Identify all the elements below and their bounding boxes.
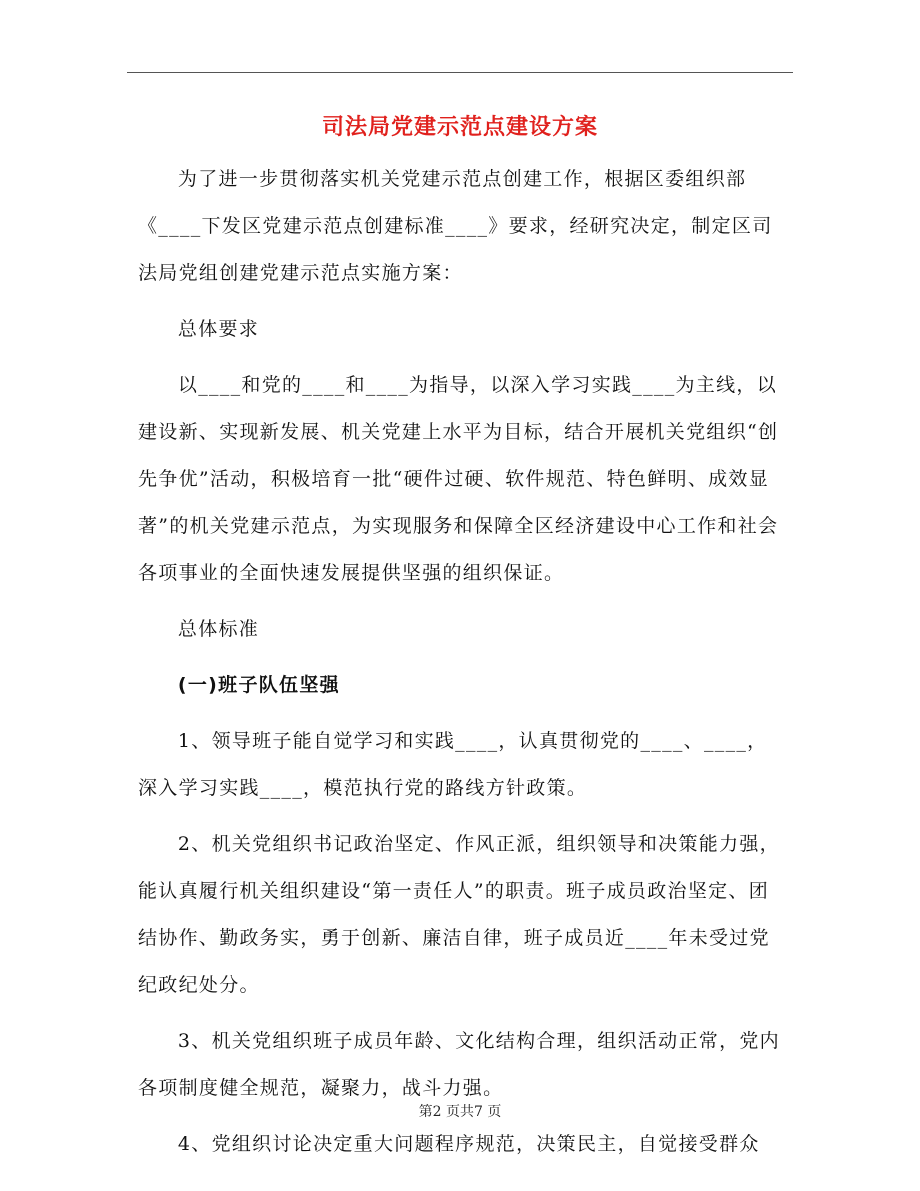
paragraph-requirements: 以____和党的____和____为指导，以深入学习实践____为主线，以建设新、实现新发展、机关党建上水平为目标，结合开展机关党组织“创先争优”活动，积极培育一批“硬件过硬、软件规范、特色鲜明、成效显著”的机关党建示范点，为实现服务和保障全区经济建设中心工作和社会各项事业的全面快速发展提供坚强的组织保证。 [138,374,779,584]
subsection-heading: (一)班子队伍坚强 [177,674,340,696]
list-item-1: 1、领导班子能自觉学习和实践____，认真贯彻党的____、____，深入学习实践____，模范执行党的路线方针政策。 [138,730,768,799]
section-label-requirements: 总体要求 [177,318,260,340]
page-number: 第2 页共7 页 [418,1104,502,1120]
list-item-3: 3、机关党组织班子成员年龄、文化结构合理，组织活动正常，党内各项制度健全规范，凝聚力，战斗力强。 [138,1030,780,1099]
document-body [138,156,784,1177]
paragraph-intro: 为了进一步贯彻落实机关党建示范点创建工作，根据区委组织部《____下发区党建示范点创建标准____》要求，经研究决定，制定区司法局党组创建党建示范点实施方案： [138,168,773,284]
header-rule [127,72,793,73]
list-item-2: 2、机关党组织书记政治坚定、作风正派，组织领导和决策能力强，能认真履行机关组织建设“第一责任人”的职责。班子成员政治坚定、团结协作、勤政务实，勇于创新、廉洁自律，班子成员近____年未受过党纪政纪处分。 [138,833,780,996]
list-item-4: 4、党组织讨论决定重大问题程序规范，决策民主，自觉接受群众 [177,1133,760,1155]
document-title: 司法局党建示范点建设方案 [321,115,598,140]
section-label-standards: 总体标准 [177,618,260,640]
